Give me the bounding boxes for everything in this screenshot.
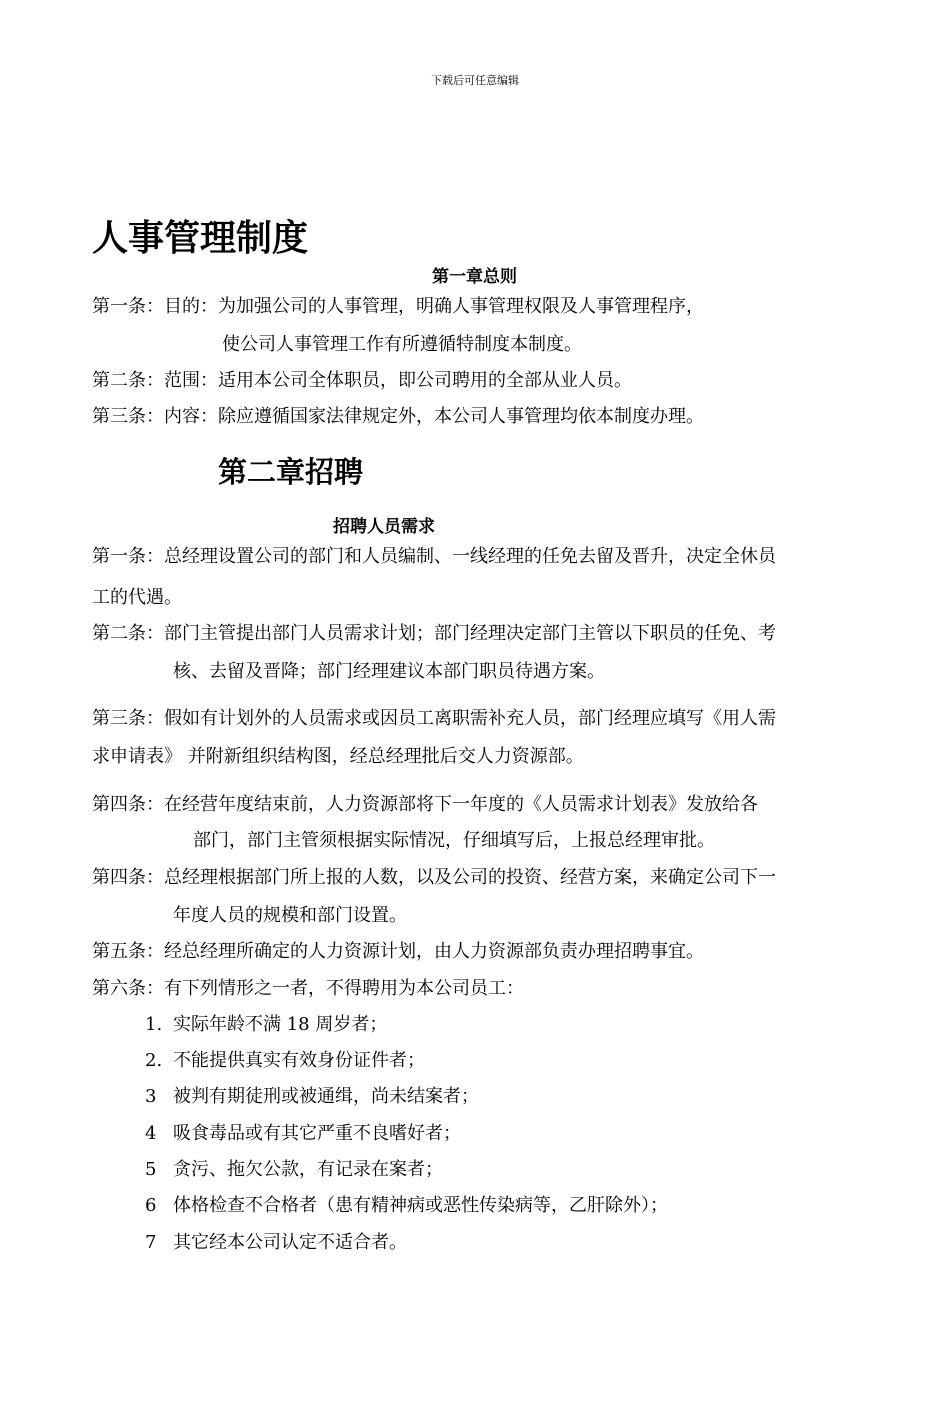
- ch2-article-2-line-2: 核、去留及晋降；部门经理建议本部门职员待遇方案。: [173, 661, 605, 682]
- list-item-number: 6: [145, 1195, 157, 1216]
- list-item-text: 不能提供真实有效身份证件者；: [173, 1050, 425, 1071]
- ch2-article-1-line-2: 工的代遇。: [92, 587, 182, 608]
- ch1-article-1-line-2: 使公司人事管理工作有所遵循特制度本制度。: [222, 334, 582, 355]
- list-item-number: 2.: [145, 1050, 163, 1071]
- list-item-number: 3: [145, 1086, 157, 1107]
- chapter-1-heading: 第一章总则: [432, 267, 517, 287]
- chapter-2-heading: 第二章招聘: [218, 455, 364, 489]
- ch2-article-1-line-1: 第一条：总经理设置公司的部门和人员编制、一线经理的任免去留及晋升，决定全休员: [92, 546, 776, 567]
- section-heading: 招聘人员需求: [333, 517, 435, 537]
- list-item-number: 7: [145, 1232, 157, 1253]
- list-item: [145, 1013, 387, 1037]
- list-item-text: 吸食毒品或有其它严重不良嗜好者；: [173, 1123, 461, 1144]
- list-item-text: 被判有期徒刑或被通缉，尚未结案者；: [173, 1086, 479, 1107]
- ch2-article-4b-line-2: 年度人员的规模和部门设置。: [173, 905, 407, 926]
- list-item-text: 其它经本公司认定不适合者。: [173, 1232, 407, 1253]
- list-item-text: 贪污、拖欠公款，有记录在案者；: [173, 1159, 443, 1180]
- ch1-article-1-line-1: 第一条：目的：为加强公司的人事管理，明确人事管理权限及人事管理程序，: [92, 296, 704, 317]
- ch1-article-3: 第三条：内容：除应遵循国家法律规定外，本公司人事管理均依本制度办理。: [92, 406, 704, 427]
- list-item-number: 5: [145, 1159, 157, 1180]
- list-item-number: 4: [145, 1123, 157, 1144]
- ch2-article-6: 第六条：有下列情形之一者，不得聘用为本公司员工：: [92, 978, 524, 999]
- ch2-article-4-line-2: 部门，部门主管须根据实际情况，仔细填写后，上报总经理审批。: [193, 830, 715, 851]
- ch2-article-3-line-1: 第三条：假如有计划外的人员需求或因员工离职需补充人员，部门经理应填写《用人需: [92, 708, 776, 729]
- list-item: [145, 1122, 461, 1146]
- ch2-article-5: 第五条：经总经理所确定的人力资源计划，由人力资源部负责办理招聘事宜。: [92, 941, 704, 962]
- list-item: [145, 1158, 443, 1182]
- document-title: 人事管理制度: [92, 218, 309, 259]
- page-header: 下载后可任意编辑: [431, 74, 519, 87]
- list-item: [145, 1231, 407, 1255]
- list-item-number: 1.: [145, 1014, 163, 1035]
- list-item: [145, 1194, 668, 1218]
- ch2-article-4b-line-1: 第四条：总经理根据部门所上报的人数，以及公司的投资、经营方案，来确定公司下一: [92, 867, 776, 888]
- list-item: [145, 1049, 425, 1073]
- list-item-text: 实际年龄不满 18 周岁者；: [173, 1014, 388, 1035]
- ch2-article-4-line-1: 第四条：在经营年度结束前，人力资源部将下一年度的《人员需求计划表》发放给各: [92, 794, 758, 815]
- list-item-text: 体格检查不合格者（患有精神病或恶性传染病等，乙肝除外）；: [173, 1195, 668, 1216]
- list-item: [145, 1085, 479, 1109]
- ch2-article-2-line-1: 第二条：部门主管提出部门人员需求计划；部门经理决定部门主管以下职员的任免、考: [92, 623, 776, 644]
- ch2-article-3-line-2: 求申请表》 并附新组织结构图，经总经理批后交人力资源部。: [92, 746, 584, 767]
- ch1-article-2: 第二条：范围：适用本公司全体职员，即公司聘用的全部从业人员。: [92, 370, 632, 391]
